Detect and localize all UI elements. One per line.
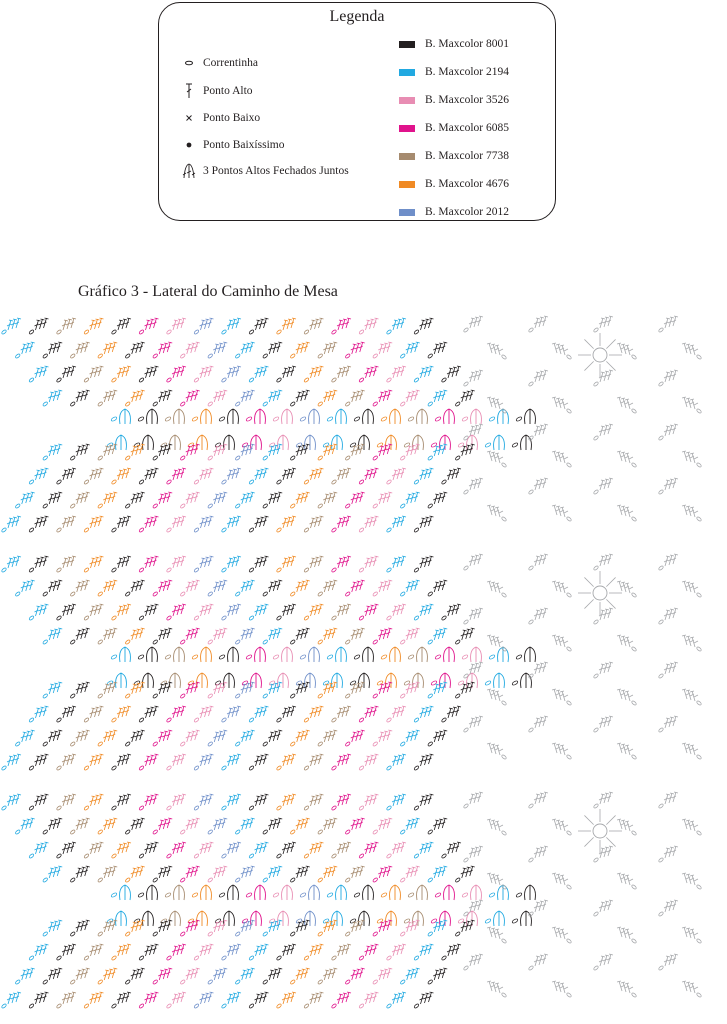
legend-color-row xyxy=(399,149,509,163)
unworked-motif xyxy=(463,554,702,760)
chart-section xyxy=(1,318,535,533)
legend-color-label: B. Maxcolor 7738 xyxy=(425,150,510,162)
legend-symbol-label: 3 Pontos Altos Fechados Juntos xyxy=(203,165,349,177)
color-swatch xyxy=(399,69,415,76)
legend-color-label: B. Maxcolor 4676 xyxy=(425,178,510,190)
legend-symbol-double-crochet xyxy=(181,83,253,99)
legend-color-row xyxy=(399,121,509,135)
legend-color-row xyxy=(399,205,509,219)
legend-color-label: B. Maxcolor 6085 xyxy=(425,122,510,134)
chart-section xyxy=(1,794,535,1009)
legend-symbol-label: Ponto Alto xyxy=(203,85,253,97)
chart-title: Gráfico 3 - Lateral do Caminho de Mesa xyxy=(78,283,338,300)
color-swatch xyxy=(399,153,415,160)
legend-box xyxy=(158,2,556,221)
legend-symbol-label: Ponto Baixo xyxy=(203,112,261,124)
slip-stitch-icon xyxy=(181,137,197,153)
legend-color-row xyxy=(399,37,509,51)
legend-symbol-chain xyxy=(181,55,258,71)
legend-color-label: B. Maxcolor 2012 xyxy=(425,206,510,218)
legend-symbol-label: Correntinha xyxy=(203,57,258,69)
legend-symbol-slip-stitch xyxy=(181,137,284,153)
chart-section xyxy=(1,556,535,771)
unworked-motif xyxy=(463,316,702,522)
legend-color-label: B. Maxcolor 8001 xyxy=(425,38,510,50)
crochet-chart xyxy=(0,310,727,1024)
legend-symbol-single-crochet xyxy=(181,110,260,126)
color-swatch xyxy=(399,97,415,104)
double-crochet-icon xyxy=(181,83,197,99)
color-swatch xyxy=(399,209,415,216)
legend-symbol-label: Ponto Baixíssimo xyxy=(203,139,285,151)
legend-color-row xyxy=(399,65,509,79)
legend-color-label: B. Maxcolor 2194 xyxy=(425,66,510,78)
single-crochet-icon xyxy=(181,110,197,126)
legend-color-row xyxy=(399,93,509,107)
legend-title: Legenda xyxy=(329,8,385,25)
color-swatch xyxy=(399,181,415,188)
chain-stitch-icon xyxy=(181,55,197,71)
legend-color-row xyxy=(399,177,509,191)
legend-color-label: B. Maxcolor 3526 xyxy=(425,94,510,106)
dc3tog-icon xyxy=(181,163,197,179)
legend-symbol-dc3tog xyxy=(181,163,349,179)
unworked-motif xyxy=(463,792,702,998)
color-swatch xyxy=(399,41,415,48)
color-swatch xyxy=(399,125,415,132)
